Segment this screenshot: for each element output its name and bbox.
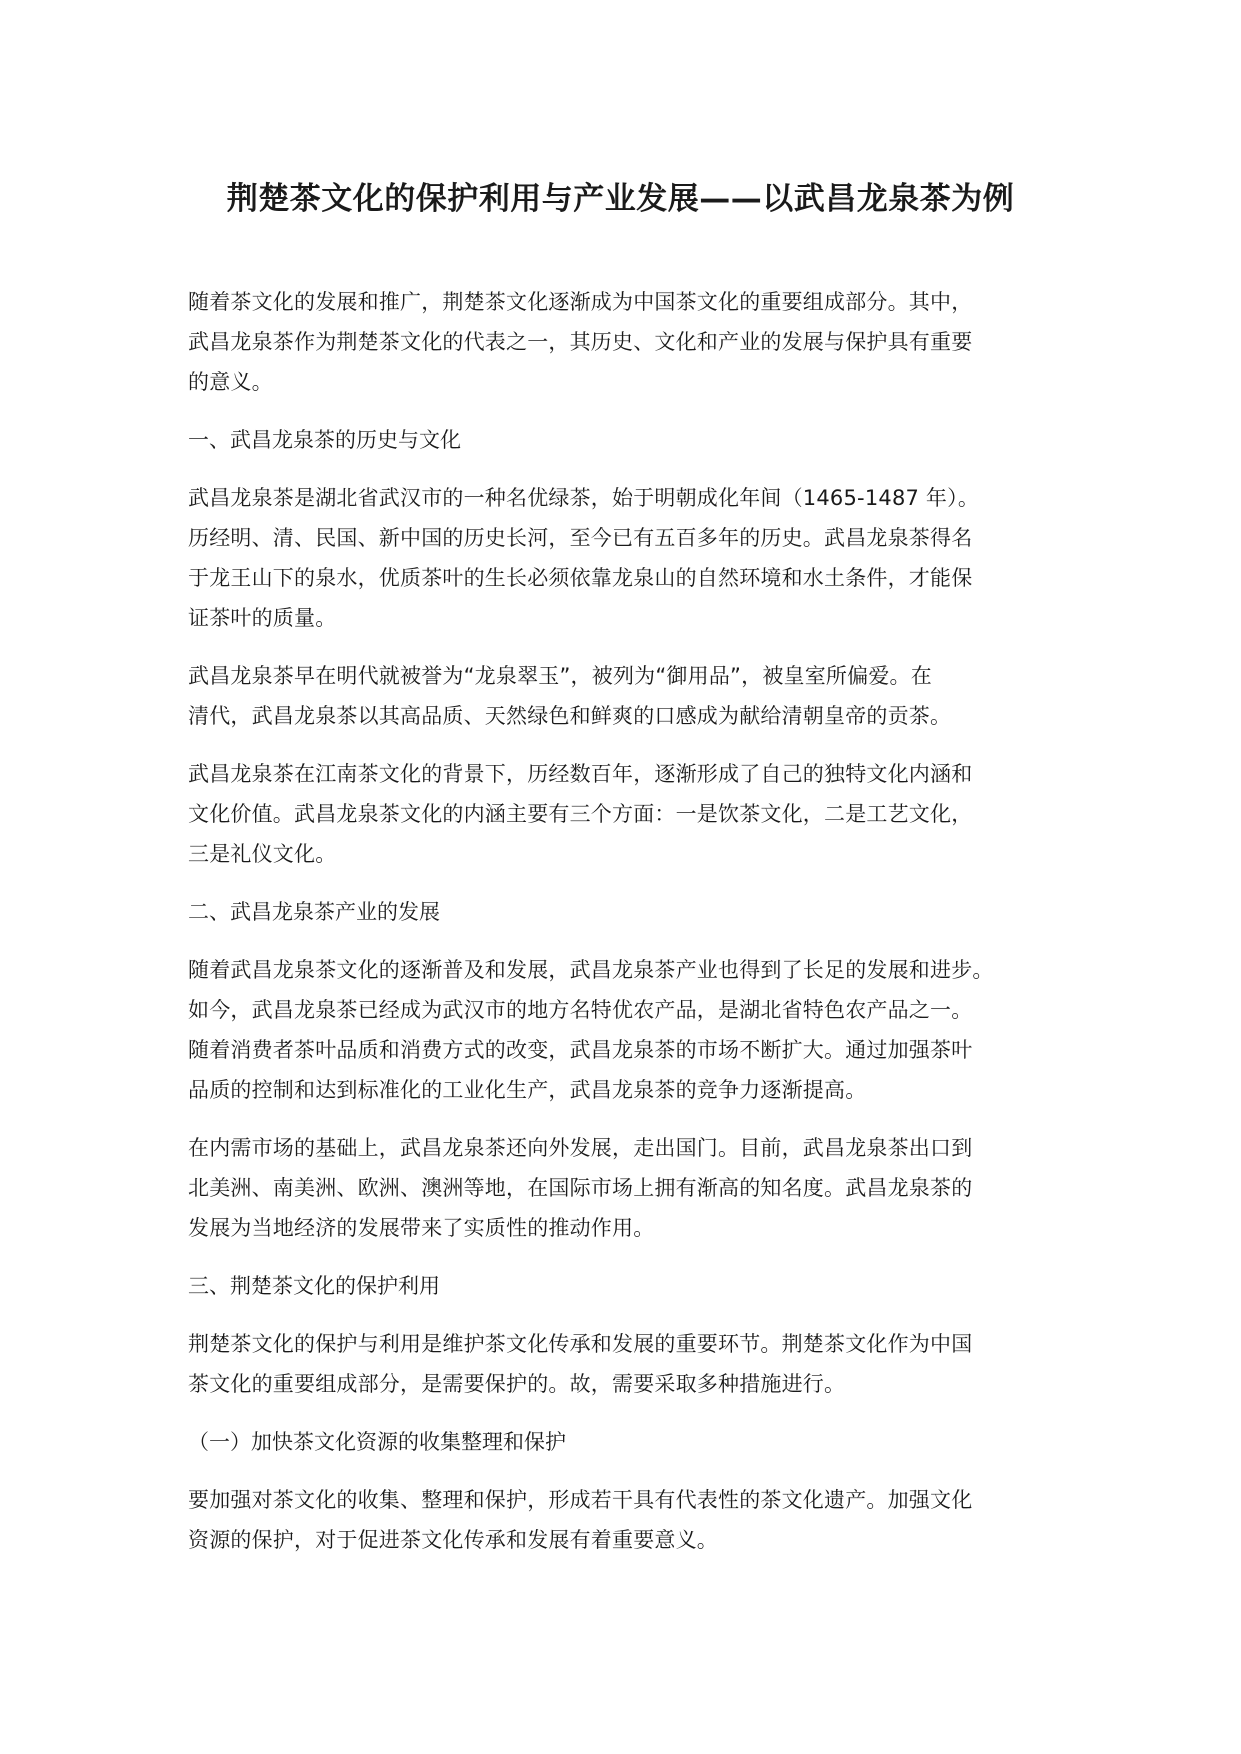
text-line: 在内需市场的基础上，武昌龙泉茶还向外发展，走出国门。目前，武昌龙泉茶出口到: [188, 1136, 973, 1160]
text-line: 文化价值。武昌龙泉茶文化的内涵主要有三个方面：一是饮茶文化，二是工艺文化，: [188, 802, 973, 826]
text-line: 武昌龙泉茶作为荆楚茶文化的代表之一，其历史、文化和产业的发展与保护具有重要: [188, 330, 973, 354]
text-line: 如今，武昌龙泉茶已经成为武汉市的地方名特优农产品，是湖北省特色农产品之一。: [188, 998, 973, 1022]
text-line: 荆楚茶文化的保护与利用是维护茶文化传承和发展的重要环节。荆楚茶文化作为中国: [188, 1332, 973, 1356]
text-line: 证茶叶的质量。: [188, 606, 337, 630]
section-heading-industry: 二、武昌龙泉茶产业的发展: [188, 900, 440, 924]
paragraph-protection: [188, 1324, 1068, 1404]
text-line: 的意义。: [188, 370, 273, 394]
document-body: [188, 282, 1068, 1578]
section-heading-protection: 三、荆楚茶文化的保护利用: [188, 1274, 440, 1298]
paragraph-history-reputation: [188, 656, 1068, 736]
text-line: 茶文化的重要组成部分，是需要保护的。故，需要采取多种措施进行。: [188, 1372, 846, 1396]
text-line: 品质的控制和达到标准化的工业化生产，武昌龙泉茶的竞争力逐渐提高。: [188, 1078, 867, 1102]
paragraph-industry-export: [188, 1128, 1068, 1248]
paragraph-intro: [188, 282, 1068, 402]
text-line: 北美洲、南美洲、欧洲、澳洲等地，在国际市场上拥有渐高的知名度。武昌龙泉茶的: [188, 1176, 973, 1200]
section-heading-history: 一、武昌龙泉茶的历史与文化: [188, 428, 461, 452]
text-line: 于龙王山下的泉水，优质茶叶的生长必须依靠龙泉山的自然环境和水土条件，才能保: [188, 566, 973, 590]
text-line: 武昌龙泉茶早在明代就被誉为“龙泉翠玉”，被列为“御用品”，被皇室所偏爱。在: [188, 664, 932, 688]
text-line: 资源的保护，对于促进茶文化传承和发展有着重要意义。: [188, 1528, 718, 1552]
text-line: 武昌龙泉茶在江南茶文化的背景下，历经数百年，逐渐形成了自己的独特文化内涵和: [188, 762, 973, 786]
text-line: 要加强对茶文化的收集、整理和保护，形成若干具有代表性的茶文化遗产。加强文化: [188, 1488, 973, 1512]
document-title: 荆楚茶文化的保护利用与产业发展——以武昌龙泉茶为例: [226, 181, 1015, 217]
paragraph-culture: [188, 754, 1068, 874]
text-line: 随着消费者茶叶品质和消费方式的改变，武昌龙泉茶的市场不断扩大。通过加强茶叶: [188, 1038, 973, 1062]
text-line: 三是礼仪文化。: [188, 842, 337, 866]
text-line: 清代，武昌龙泉茶以其高品质、天然绿色和鲜爽的口感成为献给清朝皇帝的贡茶。: [188, 704, 952, 728]
paragraph-history-origin: [188, 478, 1068, 638]
subsection-heading-resources: （一）加快茶文化资源的收集整理和保护: [188, 1430, 566, 1454]
paragraph-resources: [188, 1480, 1068, 1560]
text-line: 随着武昌龙泉茶文化的逐渐普及和发展，武昌龙泉茶产业也得到了长足的发展和进步。: [188, 958, 994, 982]
text-line: 随着茶文化的发展和推广，荆楚茶文化逐渐成为中国茶文化的重要组成部分。其中，: [188, 290, 973, 314]
text-line: 历经明、清、民国、新中国的历史长河，至今已有五百多年的历史。武昌龙泉茶得名: [188, 526, 973, 550]
text-line: 武昌龙泉茶是湖北省武汉市的一种名优绿茶，始于明朝成化年间（1465-1487 年）。: [188, 486, 980, 510]
text-line: 发展为当地经济的发展带来了实质性的推动作用。: [188, 1216, 655, 1240]
paragraph-industry-growth: [188, 950, 1068, 1110]
